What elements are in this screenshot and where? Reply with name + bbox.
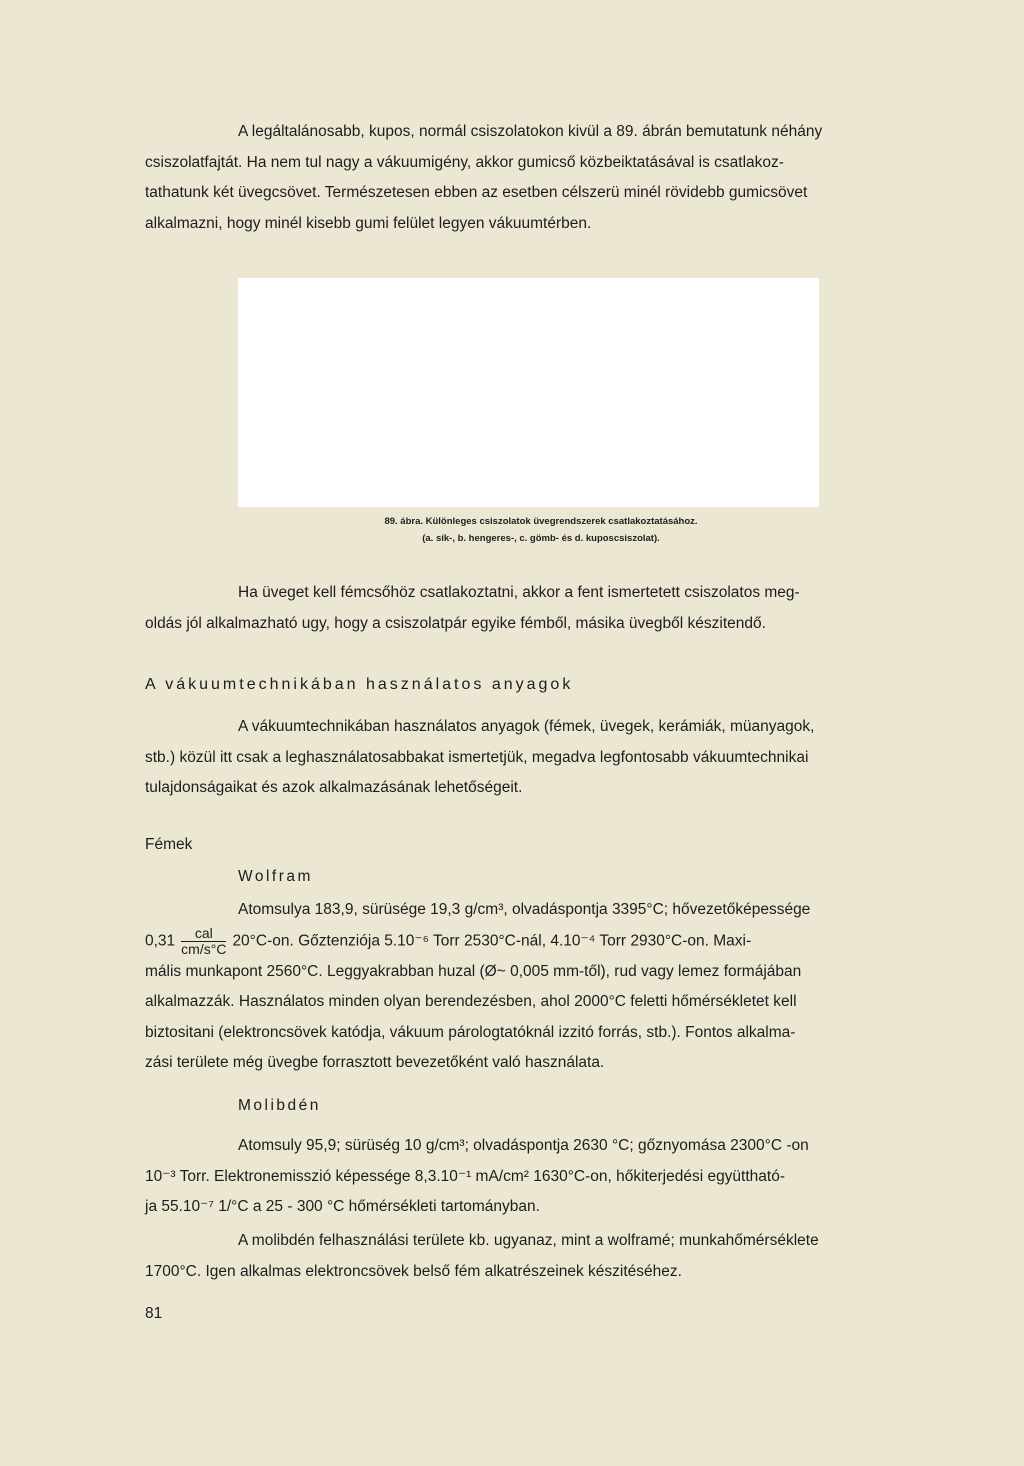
paragraph-line-formula: [145, 926, 937, 957]
conductivity-value: 0,31: [145, 932, 176, 950]
subheading-metals: Fémek: [145, 836, 193, 853]
paragraph-line: 1700°C. Igen alkalmas elektroncsövek belső fém alkatrészeinek készitéséhez.: [145, 1262, 682, 1280]
fraction-numerator: cal: [181, 926, 226, 942]
paragraph-line: zási területe még üvegbe forrasztott bevezetőként való használata.: [145, 1054, 605, 1072]
figure-image-placeholder: [238, 278, 819, 507]
paragraph-line: 10⁻³ Torr. Elektronemisszió képessége 8,3.10⁻¹ mA/cm² 1630°C-on, hőkiterjedési együttható-: [145, 1167, 785, 1185]
paragraph-line: ja 55.10⁻⁷ 1/°C a 25 - 300 °C hőmérsékleti tartományban.: [145, 1198, 540, 1215]
subheading-molibden: Molibdén: [238, 1097, 321, 1114]
paragraph-line: Atomsuly 95,9; sürüség 10 g/cm³; olvadáspontja 2630 °C; gőznyomása 2300°C -on: [238, 1137, 809, 1154]
intro-line: alkalmazni, hogy minél kisebb gumi felület legyen vákuumtérben.: [145, 214, 592, 232]
section-heading: A vákuumtechnikában használatos anyagok: [145, 676, 574, 693]
paragraph-line: stb.) közül itt csak a leghasználatosabbakat ismertetjük, megadva legfontosabb vákuumtechnikai: [145, 748, 809, 766]
page-number: 81: [145, 1305, 163, 1322]
paragraph-line-tail: 20°C-on. Gőztenziója 5.10⁻⁶ Torr 2530°C-nál, 4.10⁻⁴ Torr 2930°C-on. Maxi-: [232, 932, 752, 950]
figure-caption-line: 89. ábra. Különleges csiszolatok üvegrendszerek csatlakoztatásához.: [384, 516, 698, 527]
subheading-wolfram: Wolfram: [238, 868, 313, 885]
molibden-paragraph: [145, 1131, 937, 1223]
paragraph-line: A molibdén felhasználási területe kb. ugyanaz, mint a wolframé; munkahőmérséklete: [238, 1232, 819, 1249]
intro-line: A legáltalánosabb, kupos, normál csiszolatokon kivül a 89. ábrán bemutatunk néhány: [238, 123, 823, 140]
fraction-denominator: cm/s°C: [181, 940, 227, 957]
paragraph-line: mális munkapont 2560°C. Leggyakrabban huzal (Ø~ 0,005 mm-től), rud vagy lemez formájában: [145, 962, 802, 980]
figure-caption-line: (a. sík-, b. hengeres-, c. gömb- és d. kuposcsiszolat).: [422, 533, 660, 544]
intro-line: csiszolatfajtát. Ha nem tul nagy a vákuumigény, akkor gumicső közbeiktatásával is csatlakoz-: [145, 153, 784, 171]
paragraph-line: tulajdonságaikat és azok alkalmazásának lehetőségeit.: [145, 779, 523, 796]
intro-line: tathatunk két üvegcsövet. Természetesen ebben az esetben célszerü minél rövidebb gumicsövet: [145, 184, 808, 201]
wolfram-paragraph: [145, 895, 937, 1079]
molibden-paragraph-2: [145, 1226, 937, 1287]
paragraph-line: alkalmazzák. Használatos minden olyan berendezésben, ahol 2000°C feletti hőmérsékletet kell: [145, 993, 797, 1011]
paragraph-line: oldás jól alkalmazható ugy, hogy a csiszolatpár egyike fémből, másika üvegből készitendő.: [145, 614, 766, 632]
intro-paragraph: [145, 117, 937, 239]
paragraph-line: Ha üveget kell fémcsőhöz csatlakoztatni, akkor a fent ismertetett csiszolatos meg-: [238, 584, 800, 601]
unit-fraction: [181, 926, 226, 957]
paragraph-line: biztositani (elektroncsövek katódja, vákuum párologtatóknál izzitó forrás, stb.). Fontos alkalma-: [145, 1023, 796, 1041]
paragraph-metal-joint: [145, 578, 937, 639]
paragraph-line: Atomsulya 183,9, sürüsége 19,3 g/cm³, olvadáspontja 3395°C; hővezetőképessége: [238, 901, 811, 918]
figure-caption: [145, 513, 937, 547]
paragraph-line: A vákuumtechnikában használatos anyagok (fémek, üvegek, kerámiák, müanyagok,: [238, 718, 815, 735]
paragraph-materials: [145, 712, 937, 804]
